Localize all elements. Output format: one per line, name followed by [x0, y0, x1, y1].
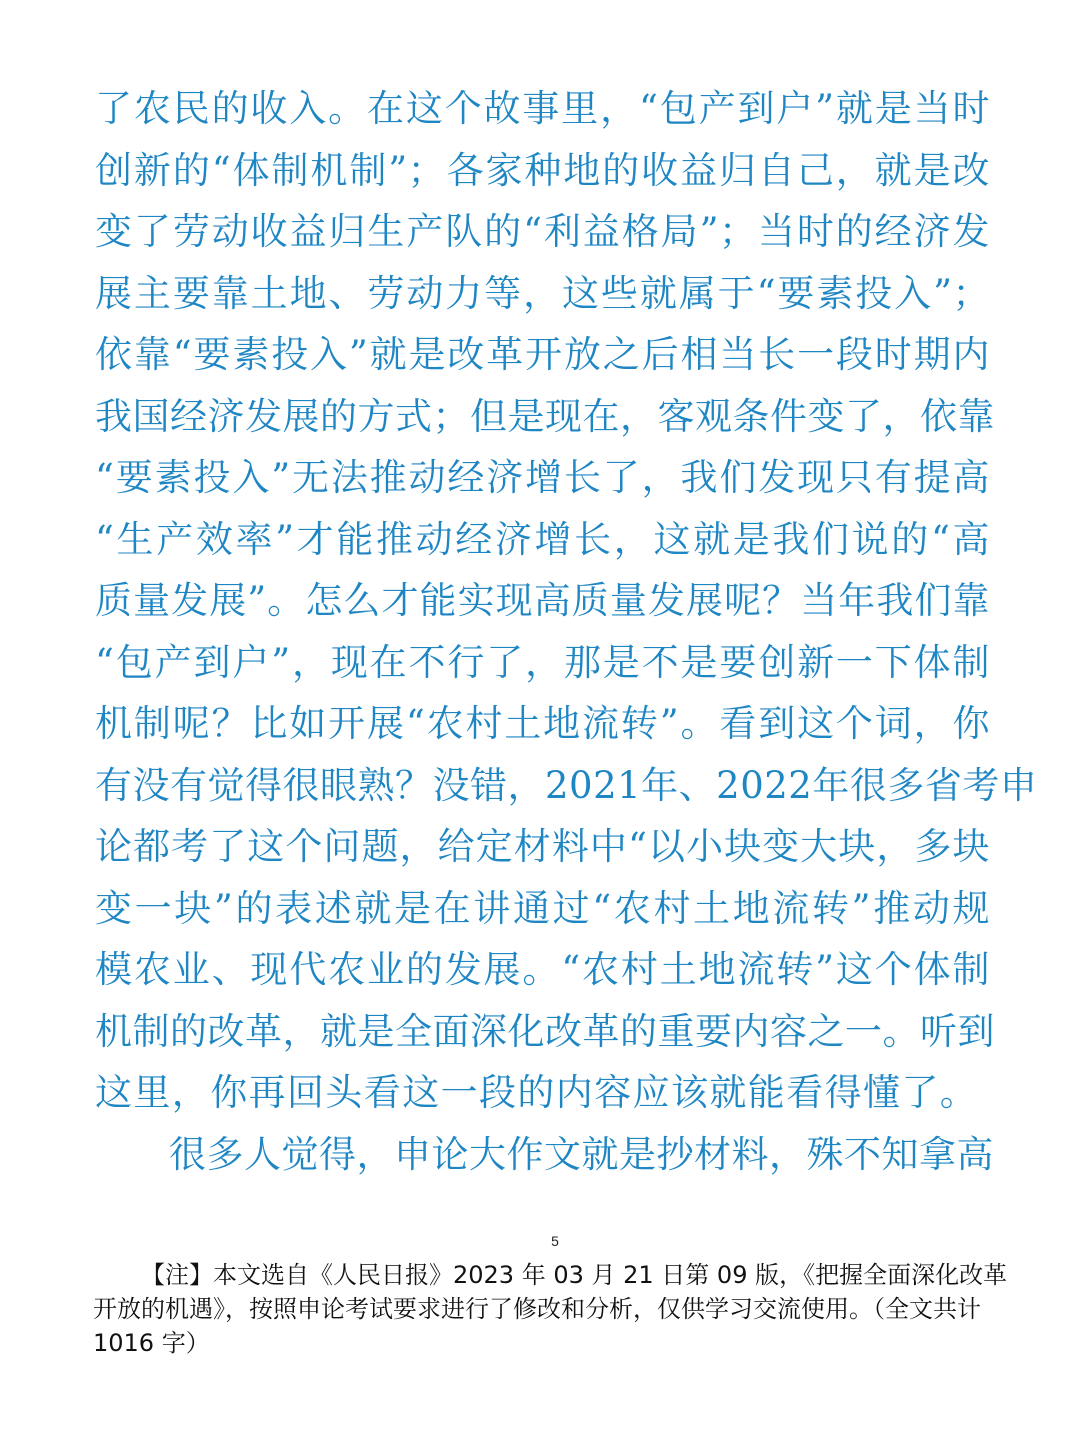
- body-line: 有没有觉得很眼熟？没错，2021年、2022年很多省考申: [95, 763, 1038, 807]
- body-line-paragraph-end: 这里，你再回头看这一段的内容应该就能看得懂了。: [95, 1071, 979, 1114]
- page-number: 5: [551, 1233, 559, 1249]
- body-text: [95, 78, 1038, 1185]
- footnote-line: 【注】本文选自《人民日报》2023 年 03 月 21 日第 09 版，《把握全面深化改革: [141, 1261, 1008, 1289]
- body-line: 机制的改革，就是全面深化改革的重要内容之一。听到: [95, 1009, 995, 1053]
- body-line: 模农业、现代农业的发展。“农村土地流转”这个体制: [95, 948, 990, 991]
- footnote: [93, 1258, 1008, 1360]
- body-line: 了农民的收入。在这个故事里，“包产到户”就是当时: [95, 87, 990, 130]
- body-line: “包产到户”，现在不行了，那是不是要创新一下体制: [95, 640, 990, 684]
- footnote-line: 开放的机遇》，按照申论考试要求进行了修改和分析，仅供学习交流使用。（全文共计: [93, 1295, 981, 1323]
- footnote-line: 1016 字）: [93, 1329, 210, 1357]
- body-line: 创新的“体制机制”；各家种地的收益归自己，就是改: [95, 148, 990, 192]
- body-line: 变了劳动收益归生产队的“利益格局”；当时的经济发: [95, 210, 990, 253]
- body-line-new-paragraph: 很多人觉得，申论大作文就是抄材料，殊不知拿高: [169, 1132, 994, 1176]
- body-line: 论都考了这个问题，给定材料中“以小块变大块，多块: [95, 825, 990, 868]
- body-line: 展主要靠土地、劳动力等，这些就属于“要素投入”；: [95, 271, 990, 315]
- body-line: “生产效率”才能推动经济增长，这就是我们说的“高: [95, 517, 990, 561]
- body-line: 质量发展”。怎么才能实现高质量发展呢？当年我们靠: [95, 579, 990, 622]
- body-line: 依靠“要素投入”就是改革开放之后相当长一段时期内: [95, 333, 990, 376]
- body-line: 变一块”的表述就是在讲通过“农村土地流转”推动规: [95, 886, 990, 930]
- body-line: 我国经济发展的方式；但是现在，客观条件变了，依靠: [95, 394, 995, 438]
- body-line: “要素投入”无法推动经济增长了，我们发现只有提高: [95, 456, 990, 499]
- body-line: 机制呢？比如开展“农村土地流转”。看到这个词，你: [95, 702, 990, 745]
